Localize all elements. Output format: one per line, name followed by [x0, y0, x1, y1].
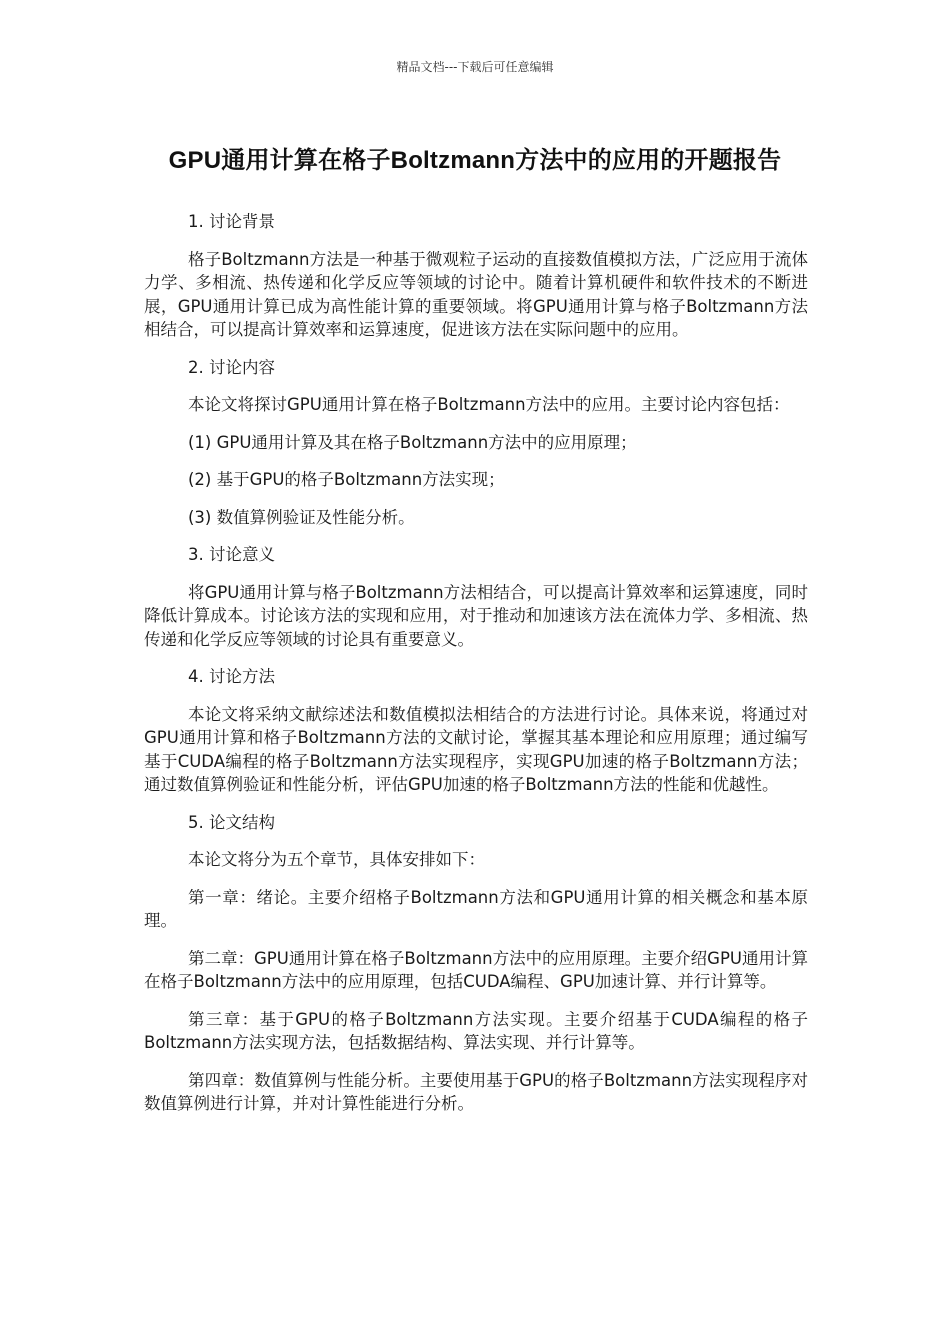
paragraph-background: 格子Boltzmann方法是一种基于微观粒子运动的直接数值模拟方法，广泛应用于流体力学、多相流、热传递和化学反应等领域的讨论中。随着计算机硬件和软件技术的不断进展，GPU通用计算已成为高性能计算的重要领域。将GPU通用计算与格子Boltzmann方法相结合，可以提高计算效率和运算速度，促进该方法在实际问题中的应用。	[144, 249, 808, 339]
paragraph-content-intro: 本论文将探讨GPU通用计算在格子Boltzmann方法中的应用。主要讨论内容包括：	[188, 395, 790, 414]
chapter-3: 第三章：基于GPU的格子Boltzmann方法实现。主要介绍基于CUDA编程的格子Boltzmann方法实现方法，包括数据结构、算法实现、并行计算等。	[144, 1009, 808, 1052]
section-heading-structure: 5. 论文结构	[188, 812, 275, 832]
list-item-2: (2) 基于GPU的格子Boltzmann方法实现；	[188, 470, 505, 489]
document-body	[144, 210, 808, 1130]
chapter-1: 第一章：绪论。主要介绍格子Boltzmann方法和GPU通用计算的相关概念和基本原理。	[144, 887, 808, 930]
chapter-4: 第四章：数值算例与性能分析。主要使用基于GPU的格子Boltzmann方法实现程序对数值算例进行计算，并对计算性能进行分析。	[144, 1070, 808, 1113]
paragraph-significance: 将GPU通用计算与格子Boltzmann方法相结合，可以提高计算效率和运算速度，同时降低计算成本。讨论该方法的实现和应用，对于推动和加速该方法在流体力学、多相流、热传递和化学反应等领域的讨论具有重要意义。	[144, 582, 808, 649]
section-heading-content: 2. 讨论内容	[188, 357, 275, 377]
paragraph-method: 本论文将采纳文献综述法和数值模拟法相结合的方法进行讨论。具体来说，将通过对GPU通用计算和格子Boltzmann方法的文献讨论，掌握其基本理论和应用原理；通过编写基于CUDA编程的格子Boltzmann方法实现程序，实现GPU加速的格子Boltzmann方法；通过数值算例验证和性能分析，评估GPU加速的格子Boltzmann方法的性能和优越性。	[144, 704, 808, 794]
section-heading-significance: 3. 讨论意义	[188, 545, 275, 564]
page-header: 精品文档---下载后可任意编辑	[396, 60, 554, 74]
list-item-1: (1) GPU通用计算及其在格子Boltzmann方法中的应用原理；	[188, 432, 637, 452]
paragraph-structure-intro: 本论文将分为五个章节，具体安排如下：	[188, 850, 485, 869]
list-item-3: (3) 数值算例验证及性能分析。	[188, 507, 415, 527]
chapter-2: 第二章：GPU通用计算在格子Boltzmann方法中的应用原理。主要介绍GPU通用计算在格子Boltzmann方法中的应用原理，包括CUDA编程、GPU加速计算、并行计算等。	[144, 948, 808, 991]
section-heading-method: 4. 讨论方法	[188, 667, 275, 686]
document-title: GPU通用计算在格子Boltzmann方法中的应用的开题报告	[168, 147, 782, 174]
section-heading-background: 1. 讨论背景	[188, 212, 275, 231]
